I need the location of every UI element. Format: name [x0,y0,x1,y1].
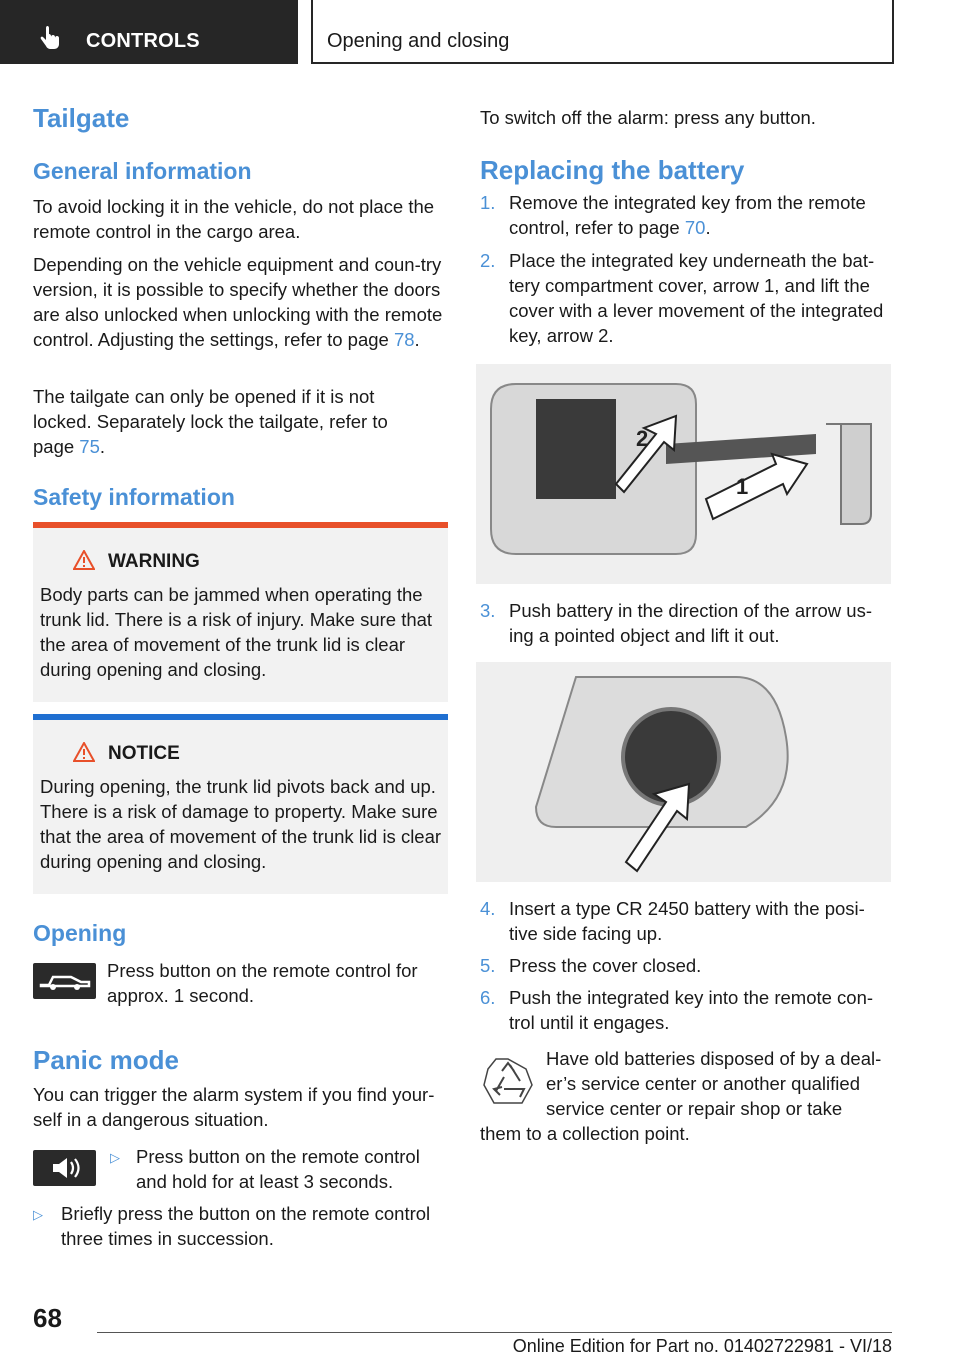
heading-safety-information: Safety information [33,484,235,510]
paragraph-end: . [99,436,106,457]
tailgate-button-icon [33,963,96,999]
recycle-text-end: them to a collection point. [480,1123,690,1144]
notice-bar [33,714,448,720]
alarm-off-text: To switch off the alarm: press any button. [480,107,816,128]
step-text: Remove the integrated key from the remote control, refer to page [509,192,866,238]
warning-box [33,522,448,702]
step-1 [509,190,892,240]
opening-text-content: Press button on the remote control for approx. 1 second. [107,960,418,1006]
step-5: Press the cover closed. [509,955,702,976]
chapter-title: Opening and closing [327,30,510,52]
paragraph-text: Depending on the vehicle equipment and coun-try version, it is possible to specify whether the doors are also unlocked when unlocking with the remote control. Adjusting the settings, refer to page [33,254,443,350]
paragraph-text: The tailgate can only be opened if it is not locked. Separately lock the tailgate, refer to page [33,386,388,457]
step-3: Push battery in the direction of the arrow us-ing a pointed object and lift it out. [509,600,872,646]
bullet-triangle-icon: ▷ [110,1150,120,1165]
step-number: 4. [480,898,496,919]
figure-remove-key [476,364,891,584]
section-label: CONTROLS [86,30,200,52]
notice-box [33,714,448,894]
notice-text: During opening, the trunk lid pivots back and up. There is a risk of damage to property. Make sure that the area of movement of the trunk lid is clear during opening and closing. [40,776,442,872]
page-link-70[interactable]: 70 [684,217,706,238]
heading-tailgate: Tailgate [33,103,130,133]
figure-push-battery [476,662,891,882]
warning-bar [33,522,448,528]
panic-bullet-2: Briefly press the button on the remote control three times in succession. [61,1203,431,1249]
recycle-icon [480,1055,536,1107]
panic-text: You can trigger the alarm system if you find your-self in a dangerous situation. [33,1084,435,1130]
page-link-75[interactable]: 75 [79,436,100,457]
paragraph-general-1: To avoid locking it in the vehicle, do not place the remote control in the cargo area. [33,196,435,242]
bullet-triangle-icon: ▷ [33,1207,43,1222]
notice-triangle-icon [73,742,95,762]
arrow-label-2: 2 [636,426,649,451]
paragraph-general-2 [33,252,451,352]
chapter-header [311,0,894,64]
step-end: . [705,217,711,238]
section-tab [0,0,298,64]
heading-opening: Opening [33,920,127,946]
step-number: 1. [480,192,496,213]
paragraph-end: . [414,329,420,350]
hand-touch-icon [38,26,60,52]
edition-text: Online Edition for Part no. 01402722981 - VI/18 [512,1336,892,1356]
page-link-78[interactable]: 78 [393,329,415,350]
opening-text [107,958,447,1008]
heading-general-information: General information [33,158,252,184]
step-number: 3. [480,600,496,621]
footer-divider [97,1332,892,1333]
step-2: Place the integrated key underneath the bat-tery compartment cover, arrow 1, and lift the cover with a lever movement of the integrated key, arrow 2. [509,250,884,346]
paragraph-general-3 [33,384,413,459]
warning-title: WARNING [108,551,200,572]
panic-button-icon [33,1150,96,1186]
heading-panic-mode: Panic mode [33,1045,179,1075]
step-6: Push the integrated key into the remote con-trol until it engages. [509,987,874,1033]
step-number: 6. [480,987,496,1008]
step-number: 5. [480,955,496,976]
notice-title: NOTICE [108,743,180,764]
page-number: 68 [33,1303,62,1333]
arrow-label-1: 1 [736,474,749,499]
recycle-text: Have old batteries disposed of by a deal-er’s service center or another qualified service center or repair shop or take [546,1048,882,1119]
panic-bullet-1: Press button on the remote control and hold for at least 3 seconds. [136,1146,420,1192]
heading-replacing-battery: Replacing the battery [480,155,745,185]
warning-triangle-icon [73,550,95,570]
step-4: Insert a type CR 2450 battery with the posi-tive side facing up. [509,898,865,944]
step-number: 2. [480,250,496,271]
warning-text: Body parts can be jammed when operating the trunk lid. There is a risk of injury. Make sure that the area of movement of the trunk lid is clear during opening and closing. [40,584,433,680]
